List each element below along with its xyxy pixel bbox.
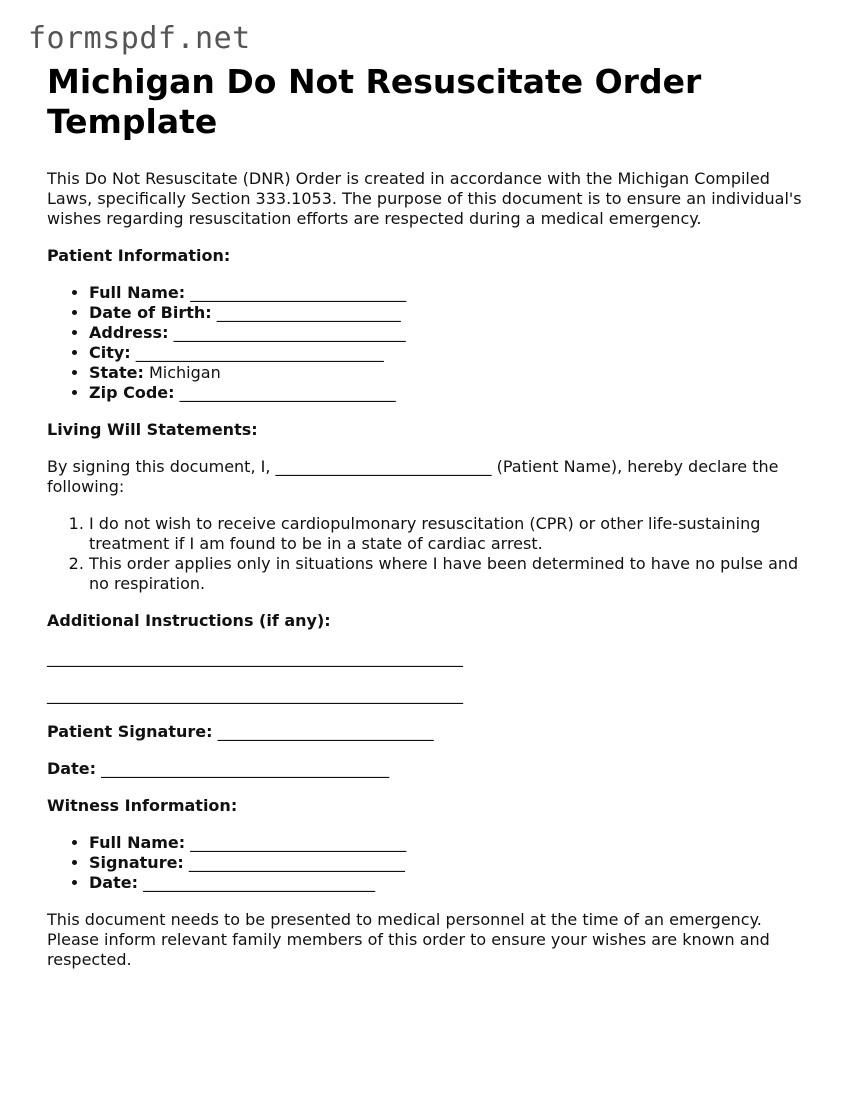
patient-signature-label: Patient Signature: [47, 722, 213, 741]
witness-signature-item [89, 853, 817, 873]
page-title: Michigan Do Not Resuscitate Order Template [47, 62, 702, 141]
declaration-paragraph [47, 457, 817, 497]
additional-instructions-line[interactable]: ____________________________________________________ [47, 648, 463, 667]
date-blank[interactable]: ____________________________________ [101, 759, 390, 778]
field-label: Address: [89, 323, 169, 342]
patient-info-heading: Patient Information: [47, 246, 231, 265]
field-label: Full Name: [89, 283, 186, 302]
field-label: State: [89, 363, 144, 382]
closing-paragraph: This document needs to be presented to medical personnel at the time of an emergency. Please inform relevant family members of this order to ensure your wishes are known and respected. [47, 910, 770, 969]
living-will-list [47, 514, 817, 594]
witness-date-item [89, 873, 817, 893]
patient-state-item [89, 363, 817, 383]
date-row [47, 759, 817, 779]
dob-blank[interactable]: _______________________ [216, 303, 401, 322]
patient-signature-row [47, 722, 817, 742]
witness-signature-blank[interactable]: ___________________________ [188, 853, 405, 872]
patient-address-item [89, 323, 817, 343]
living-will-item: 2. This order applies only in situations where I have been determined to have no pulse and no respiration. [89, 554, 817, 594]
full-name-blank[interactable]: ___________________________ [190, 283, 407, 302]
field-label: Zip Code: [89, 383, 175, 402]
patient-full-name-item [89, 283, 817, 303]
witness-full-name-item [89, 833, 817, 853]
witness-info-heading: Witness Information: [47, 796, 238, 815]
state-value: Michigan [148, 363, 221, 382]
patient-signature-blank[interactable]: ___________________________ [217, 722, 434, 741]
zip-blank[interactable]: ___________________________ [179, 383, 396, 402]
declaration-pre: By signing this document, I, [47, 457, 271, 476]
field-label: Signature: [89, 853, 184, 872]
patient-zip-item [89, 383, 817, 403]
address-blank[interactable]: _____________________________ [173, 323, 406, 342]
additional-instructions-heading: Additional Instructions (if any): [47, 611, 331, 630]
field-label: Date of Birth: [89, 303, 212, 322]
witness-info-list [47, 833, 817, 893]
site-watermark: formspdf.net [28, 21, 251, 56]
patient-dob-item [89, 303, 817, 323]
document-body [47, 62, 817, 970]
additional-instructions-line[interactable]: ____________________________________________________ [47, 685, 463, 704]
witness-date-blank[interactable]: _____________________________ [143, 873, 376, 892]
field-label: Full Name: [89, 833, 186, 852]
declaration-post: (Patient Name), hereby declare the following: [47, 457, 779, 496]
living-will-item: 1. I do not wish to receive cardiopulmonary resuscitation (CPR) or other life-sustaining treatment if I am found to be in a state of cardiac arrest. [89, 514, 817, 554]
patient-info-list [47, 283, 817, 403]
field-label: Date: [89, 873, 138, 892]
intro-paragraph: This Do Not Resuscitate (DNR) Order is created in accordance with the Michigan Compiled Laws, specifically Section 333.1053. The purpose of this document is to ensure an individual's wishes regarding resuscitation efforts are respected during a medical emergency. [47, 169, 802, 228]
living-will-heading: Living Will Statements: [47, 420, 258, 439]
date-label: Date: [47, 759, 96, 778]
city-blank[interactable]: _______________________________ [135, 343, 384, 362]
field-label: City: [89, 343, 131, 362]
patient-city-item [89, 343, 817, 363]
witness-name-blank[interactable]: ___________________________ [190, 833, 407, 852]
patient-name-blank[interactable]: ___________________________ [275, 457, 492, 476]
